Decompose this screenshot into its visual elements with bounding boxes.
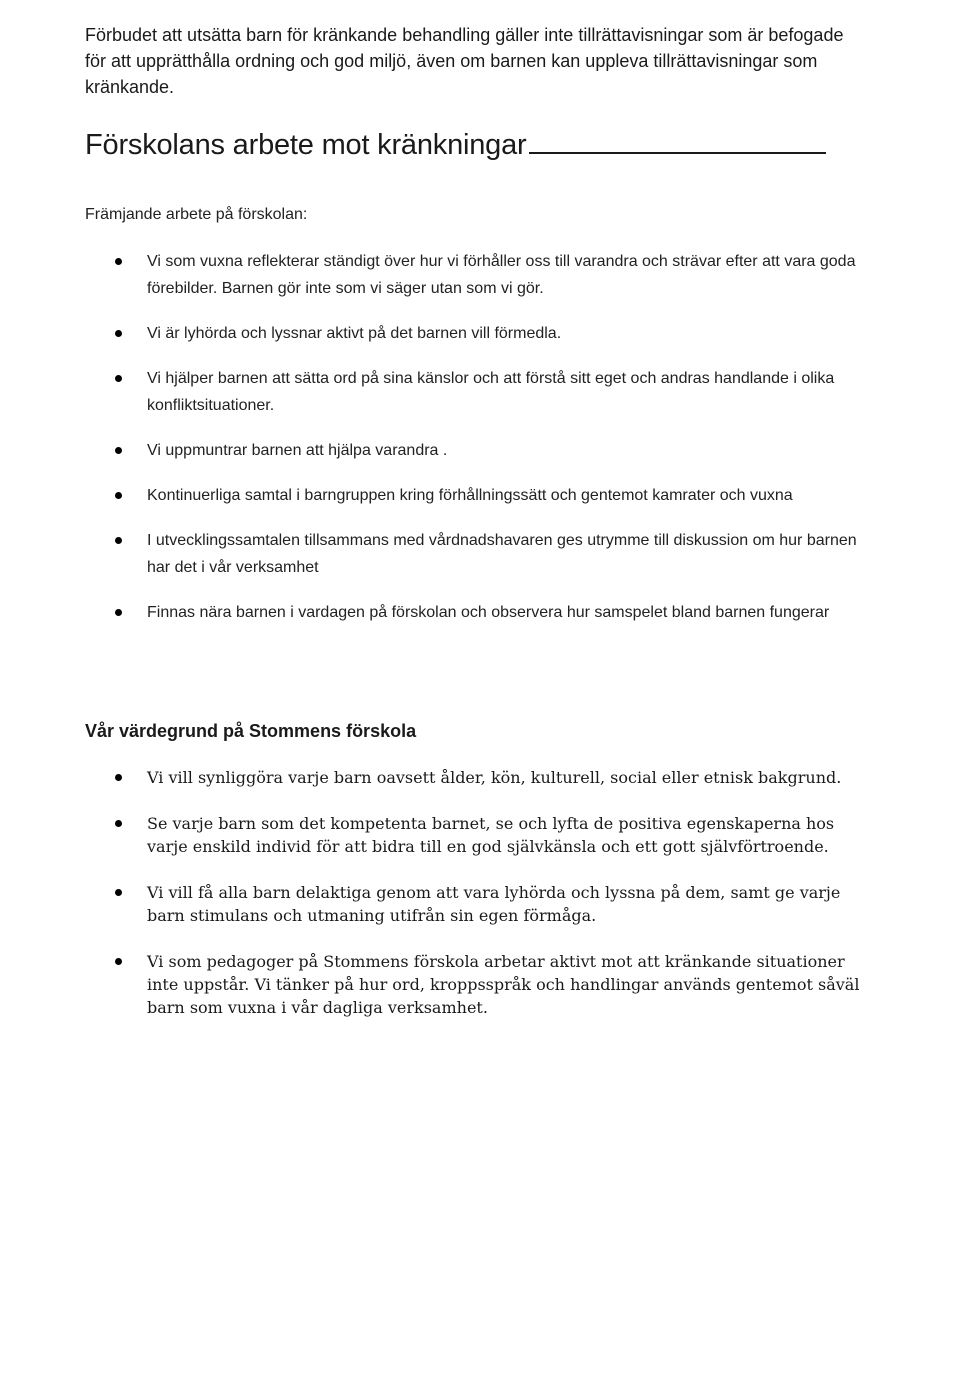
list-item — [0, 248, 867, 302]
promotion-list — [0, 248, 867, 644]
list-item-text: Vi som pedagoger på Stommens förskola arbetar aktivt mot att kränkande situationer inte uppstår. Vi tänker på hur ord, kroppsspråk och handlingar används gentemot såväl barn som vuxna i vår dagliga verksamhet. — [147, 952, 860, 1017]
list-item-text: Vi uppmuntrar barnen att hjälpa varandra . — [147, 442, 448, 459]
list-item-text: I utvecklingssamtalen tillsammans med vårdnadshavaren ges utrymme till diskussion om hur barnen har det i vår verksamhet — [147, 532, 857, 576]
intro-paragraph: Förbudet att utsätta barn för kränkande behandling gäller inte tillrättavisningar som är befogade för att upprätthålla ordning och god miljö, även om barnen kan uppleva tillrättavisningar som kränkande. — [85, 25, 844, 97]
bullet-icon — [115, 774, 122, 781]
bullet-icon — [115, 375, 122, 382]
list-item — [0, 766, 872, 789]
bullet-icon — [115, 820, 122, 827]
list-item — [0, 437, 867, 464]
list-item-text: Vi vill få alla barn delaktiga genom att vara lyhörda och lyssna på dem, samt ge varje barn stimulans och utmaning utifrån sin egen förmåga. — [147, 883, 841, 925]
bullet-icon — [115, 958, 122, 965]
list-item-text: Vi hjälper barnen att sätta ord på sina känslor och att förstå sitt eget och andras handlande i olika konfliktsituationer. — [147, 370, 835, 414]
bullet-icon — [115, 889, 122, 896]
bullet-icon — [115, 537, 122, 544]
list-item-text: Vi som vuxna reflekterar ständigt över hur vi förhåller oss till varandra och strävar efter att vara goda förebilder. Barnen gör inte som vi säger utan som vi gör. — [147, 253, 856, 297]
values-heading: Vår värdegrund på Stommens förskola — [85, 721, 417, 741]
section-subheading: Främjande arbete på förskolan: — [85, 206, 308, 223]
list-item-text: Kontinuerliga samtal i barngruppen kring förhållningssätt och gentemot kamrater och vuxna — [147, 487, 793, 504]
bullet-icon — [115, 447, 122, 454]
bullet-icon — [115, 258, 122, 265]
bullet-icon — [115, 609, 122, 616]
list-item — [0, 482, 867, 509]
bullet-icon — [115, 330, 122, 337]
list-item — [0, 527, 867, 581]
list-item — [0, 365, 867, 419]
list-item-text: Finnas nära barnen i vardagen på förskolan och observera hur samspelet bland barnen fungerar — [147, 604, 830, 621]
list-item-text: Vi vill synliggöra varje barn oavsett ålder, kön, kulturell, social eller etnisk bakgrund. — [147, 768, 842, 787]
list-item-text: Se varje barn som det kompetenta barnet, se och lyfta de positiva egenskaperna hos varje enskild individ för att bidra till en god självkänsla och ett gott självförtroende. — [147, 814, 835, 856]
section-heading — [85, 126, 826, 163]
bullet-icon — [115, 492, 122, 499]
list-item — [0, 599, 867, 626]
heading-underline — [529, 126, 826, 154]
list-item — [0, 812, 872, 858]
list-item — [0, 881, 872, 927]
section-heading-text: Förskolans arbete mot kränkningar — [85, 129, 527, 161]
list-item — [0, 950, 872, 1019]
list-item — [0, 320, 867, 347]
values-list — [0, 766, 872, 1042]
list-item-text: Vi är lyhörda och lyssnar aktivt på det barnen vill förmedla. — [147, 325, 562, 342]
